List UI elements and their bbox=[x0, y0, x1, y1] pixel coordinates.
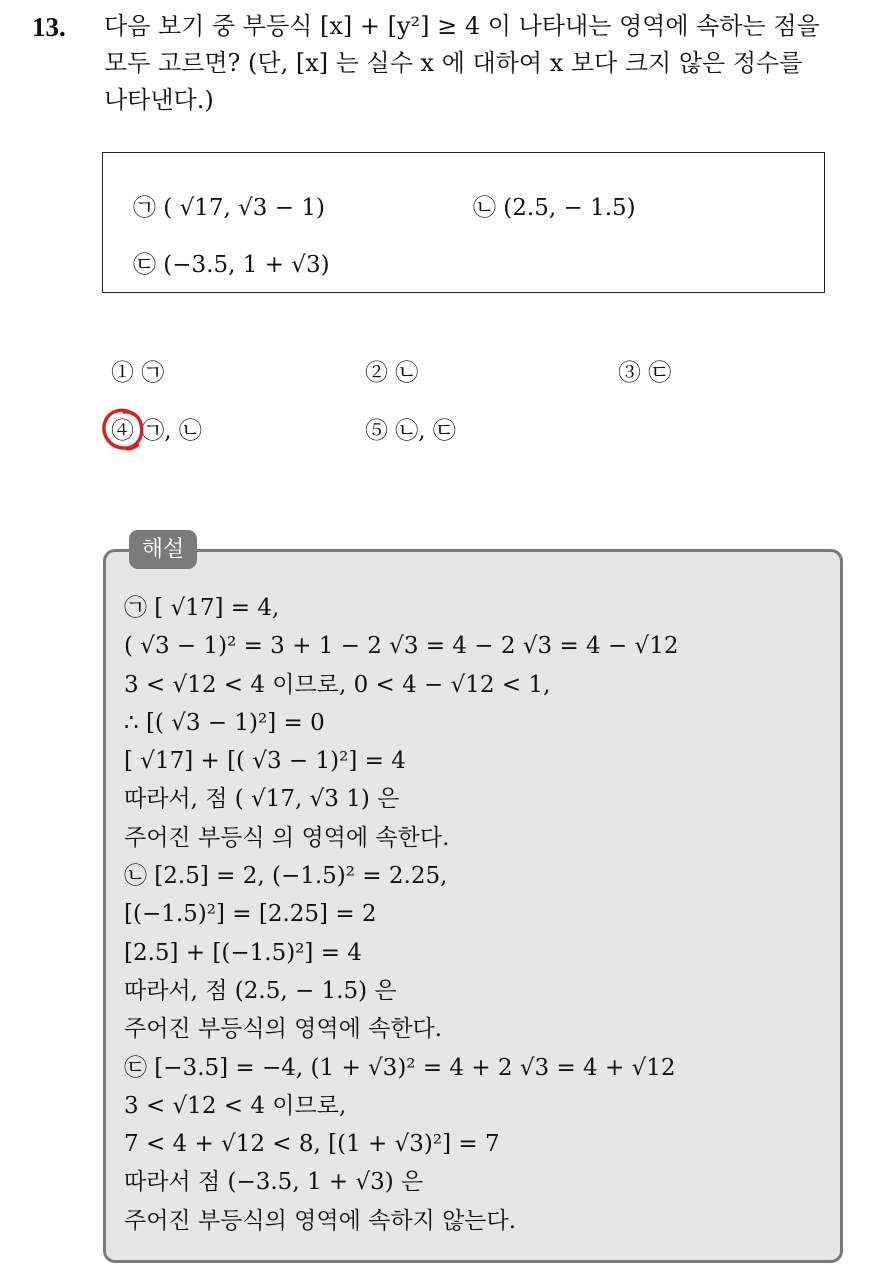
bogi-item-digeut: ㉢ (−3.5, 1 + √3) bbox=[133, 252, 330, 278]
solution-line: ㉢ [−3.5] = −4, (1 + √3)² = 4 + 2 √3 = 4 + √12 bbox=[124, 1054, 676, 1081]
solution-line: 따라서 점 (−3.5, 1 + √3) 은 bbox=[124, 1169, 424, 1196]
question-number: 13. bbox=[32, 12, 66, 42]
question-line: 모두 고르면? (단, [x] 는 실수 x 에 대하여 x 보다 크지 않은 정수를 bbox=[104, 49, 803, 77]
bogi-item-giyeok: ㉠ ( √17, √3 − 1) bbox=[133, 195, 325, 221]
solution-line: 3 < √12 < 4 이므로, bbox=[124, 1092, 347, 1119]
solution-line: [(−1.5)²] = [2.25] = 2 bbox=[124, 901, 377, 928]
choice-4[interactable]: ④ ㉠, ㉡ bbox=[111, 418, 202, 444]
solution-tag: 해설 bbox=[129, 530, 197, 569]
question-text bbox=[104, 8, 864, 119]
solution-line: 주어진 부등식의 영역에 속하지 않는다. bbox=[124, 1207, 517, 1234]
solution-line: ∴ [( √3 − 1)²] = 0 bbox=[124, 709, 325, 736]
choice-3[interactable]: ③ ㉢ bbox=[618, 360, 672, 386]
answer-mark-circle-icon bbox=[100, 406, 146, 452]
choice-5[interactable]: ⑤ ㉡, ㉢ bbox=[365, 418, 456, 444]
solution-line: [2.5] + [(−1.5)²] = 4 bbox=[124, 939, 362, 966]
solution-line: [ √17] + [( √3 − 1)²] = 4 bbox=[124, 748, 406, 775]
choice-2[interactable]: ② ㉡ bbox=[365, 360, 419, 386]
bogi-item-nieun: ㉡ (2.5, − 1.5) bbox=[473, 195, 636, 221]
choice-1[interactable]: ① ㉠ bbox=[111, 360, 165, 386]
solution-text bbox=[124, 589, 834, 1240]
solution-line: 7 < 4 + √12 < 8, [(1 + √3)²] = 7 bbox=[124, 1131, 500, 1158]
solution-line: 3 < √12 < 4 이므로, 0 < 4 − √12 < 1, bbox=[124, 671, 551, 698]
solution-line: ㉠ [ √17] = 4, bbox=[124, 595, 280, 621]
question-line: 다음 보기 중 부등식 [x] + [y²] ≥ 4 이 나타내는 영역에 속하는 점을 bbox=[104, 12, 820, 40]
solution-line: 따라서, 점 ( √17, √3 1) 은 bbox=[124, 786, 400, 813]
solution-line: ㉡ [2.5] = 2, (−1.5)² = 2.25, bbox=[124, 863, 448, 890]
solution-line: 따라서, 점 (2.5, − 1.5) 은 bbox=[124, 977, 397, 1004]
question-line: 나타낸다.) bbox=[104, 86, 214, 114]
solution-line: 주어진 부등식 의 영역에 속한다. bbox=[124, 824, 450, 851]
solution-line: 주어진 부등식의 영역에 속한다. bbox=[124, 1016, 443, 1043]
solution-line: ( √3 − 1)² = 3 + 1 − 2 √3 = 4 − 2 √3 = 4 − √12 bbox=[124, 633, 679, 660]
